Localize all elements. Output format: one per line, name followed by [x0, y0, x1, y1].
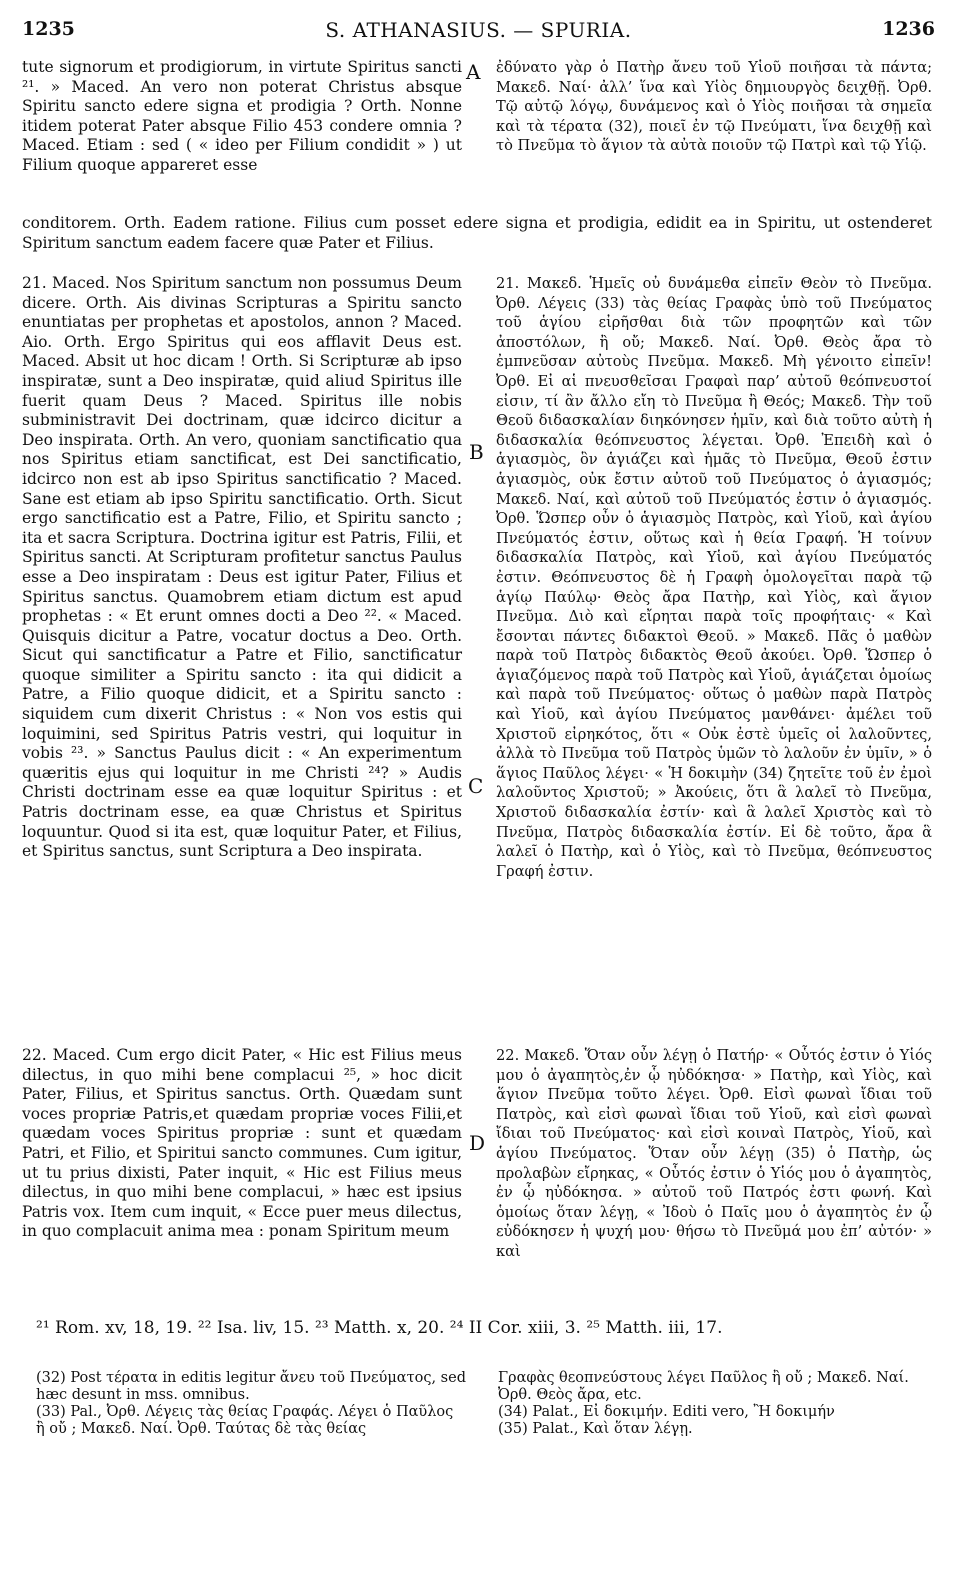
margin-letter-b: B	[469, 440, 484, 464]
scripture-references: ²¹ Rom. xv, 18, 19. ²² Isa. liv, 15. ²³ Matth. x, 20. ²⁴ II Cor. xiii, 3. ²⁵ Matth. iii, 17.	[36, 1318, 723, 1338]
latin-section-21: 21. Maced. Nos Spiritum sanctum non possumus Deum dicere. Orth. Ais divinas Scripturas a Spiritu sancto enuntiatas per prophetas et apostolos, annon ? Maced. Aio. Orth. Ergo Spiritus qui eos afflavit Deus est. Maced. Absit ut hoc dicam ! Orth. Si Scripturæ ab ipso inspiratæ, sunt a Deo inspiratæ, quid aliud Spiritus ille fuerit quam Deus ? Maced. Spiritus ille nobis subministravit Dei doctrinam, quæ idcirco dicitur a Deo inspirata. Orth. An vero, quoniam sanctificatio qua nos Spiritus etiam sanctificat, est Dei sanctificatio, idcirco non est ab ipso Spiritus sanctificatio ? Maced. Sane est etiam ab ipso Spiritu sanctificatio. Orth. Sicut ergo sanctificatio est a Patre, Filio, et Spiritu sancto ; ita et sacra Scriptura. Doctrina igitur est Patris, Filii, et Spiritus sancti. At Scripturam profitetur sanctus Paulus esse a Deo inspiratam : Deus est igitur Pater, Filius et Spiritus sanctus. Quamobrem etiam dictum est apud prophetas : « Et erunt omnes docti a Deo ²². « Maced. Quisquis dicitur a Patre, vocatur doctus a Deo. Orth. Sicut qui sanctificatur a Patre et Filio, sanctificatur quoque similiter a Spiritu sancto : ita qui didicit a Patre, a Filio quoque didicit, et a Spiritu sancto : siquidem cum dixerit Christus : « Non vos estis qui loquimini, sed Spiritus Patris vestri, qui loquitur in vobis ²³. » Sanctus Paulus dicit : « An experimentum quæritis ejus qui loquitur in me Christi ²⁴? » Audis Christi doctrinam esse ea quæ loquitur Spiritus : et Patris doctrinam esse, ea quæ Christus et Spiritus loquuntur. Quod si ita est, quæ loquitur Pater, et Filius, et Spiritus sanctus, sunt Scriptura a Deo inspirata.	[22, 274, 462, 861]
latin-section-22: 22. Maced. Cum ergo dicit Pater, « Hic est Filius meus dilectus, in quo mihi bene complacui ²⁵, » hoc dicit Pater, Filius, et Spiritus sanctus. Orth. Quædam sunt voces propriæ Patris,et quædam propriæ voces Filii,et quædam voces Spiritus propriæ : sunt et quædam Patri, et Filio, et Spiritui sancto communes. Cum igitur, ut tu prius dixisti, Pater inquit, « Hic est Filius meus dilectus, in quo mihi bene complacui, » hæc est ipsius Patris vox. Item cum inquit, « Ecce puer meus dilectus, in quo complacuit anima mea : ponam Spiritum meum	[22, 1046, 462, 1241]
greek-section-21: 21. Μακεδ. Ἡμεῖς οὐ δυνάμεθα εἰπεῖν Θεὸν τὸ Πνεῦμα. Ὀρθ. Λέγεις (33) τὰς θείας Γραφὰς ὑπὸ τοῦ Πνεύματος τοῦ ἁγίου εἰρῆσθαι διὰ τῶν προφητῶν καὶ τῶν ἀποστόλων, ἢ οὔ; Μακεδ. Ναί. Ὀρθ. Θεὸς ἄρα τὸ ἐμπνεῦσαν αὐτοὺς Πνεῦμα. Μακεδ. Μὴ γένοιτο εἰπεῖν! Ὀρθ. Εἰ αἱ πνευσθεῖσαι Γραφαὶ παρ’ αὐτοῦ θεόπνευστοί εἰσιν, τί ἂν ἄλλο εἴη τὸ Πνεῦμα ἢ Θεός; Μακεδ. Τὴν τοῦ Θεοῦ διδασκαλίαν διηκόνησεν ἡμῖν, καὶ διὰ τοῦτο αὐτὴ ἡ διδασκαλία θεόπνευστος λέγεται. Ὀρθ. Ἐπειδὴ καὶ ὁ ἁγιασμὸς, ὃν ἁγιάζει καὶ ἡμᾶς τὸ Πνεῦμα, Θεοῦ ἐστιν ἁγιασμὸς, οὐκ ἔστιν αὐτοῦ τοῦ Πνεύματος ὁ ἁγιασμός; Μακεδ. Ναί, καὶ αὐτοῦ τοῦ Πνεύματός ἐστιν ὁ ἁγιασμός. Ὀρθ. Ὥσπερ οὖν ὁ ἁγιασμὸς Πατρὸς, καὶ Υἱοῦ, καὶ ἁγίου Πνεύματός ἐστιν, οὕτως καὶ ἡ θεία Γραφή. Ἡ τοίνυν διδασκαλία Πατρὸς, καὶ Υἱοῦ, καὶ ἁγίου Πνεύματός ἐστιν. Θεόπνευστος δὲ ἡ Γραφὴ ὁμολογεῖται παρὰ τῷ ἁγίῳ Παύλῳ· Θεὸς ἄρα Πατὴρ, καὶ Υἱὸς, καὶ ἅγιον Πνεῦμα. Διὸ καὶ εἴρηται παρὰ τοῖς προφήταις· « Καὶ ἔσονται πάντες διδακτοὶ Θεοῦ. » Μακεδ. Πᾶς ὁ μαθὼν παρὰ τοῦ Πατρὸς διδακτὸς Θεοῦ ἀκούει. Ὀρθ. Ὥσπερ ὁ ἁγιαζόμενος παρὰ τοῦ Πατρὸς καὶ Υἱοῦ, ἁγιάζεται ὁμοίως καὶ παρὰ τοῦ Πνεύματος· οὕτως ὁ μαθὼν παρὰ Πατρὸς καὶ Υἱοῦ, καὶ ἁγίου Πνεύματος μανθάνει· ἀμέλει τοῦ Χριστοῦ εἰρηκότος, ὅτι « Οὐκ ἐστὲ ὑμεῖς οἱ λαλοῦντες, ἀλλὰ τὸ Πνεῦμα τοῦ Πατρὸς ὑμῶν τὸ λαλοῦν ἐν ὑμῖν, » ὁ ἅγιος Παῦλος λέγει· « Ἡ δοκιμὴν (34) ζητεῖτε τοῦ ἐν ἐμοὶ λαλοῦντος Χριστοῦ; » Ἀκούεις, ὅτι ἃ λαλεῖ τὸ Πνεῦμα, Χριστοῦ διδασκαλία ἐστίν· καὶ ἃ λαλεῖ Χριστὸς καὶ τὸ Πνεῦμα, Πατρὸς διδασκαλία ἐστίν. Εἰ δὲ τοῦτο, ἄρα ἃ λαλεῖ ὁ Πατὴρ, καὶ ὁ Υἱὸς, καὶ τὸ Πνεῦμα, θεόπνευστος Γραφή ἐστιν.	[496, 275, 932, 880]
footnotes-right	[498, 1370, 932, 1438]
greek-section-22: 22. Μακεδ. Ὅταν οὖν λέγῃ ὁ Πατήρ· « Οὗτός ἐστιν ὁ Υἱός μου ὁ ἀγαπητὸς,ἐν ᾧ ηὐδόκησα· » Πατὴρ, καὶ Υἱὸς, καὶ ἅγιον Πνεῦμα τοῦτο λέγει. Ὀρθ. Εἰσὶ φωναὶ ἴδιαι τοῦ Πατρὸς, καὶ εἰσὶ φωναὶ ἴδιαι τοῦ Υἱοῦ, καὶ εἰσὶ φωναὶ ἴδιαι τοῦ Πνεύματος· καὶ εἰσὶ κοιναὶ Πατρὸς, Υἱοῦ, καὶ ἁγίου Πνεύματος. Ὅταν οὖν λέγῃ (35) ὁ Πατὴρ, ὡς προλαβὼν εἴρηκας, « Οὗτός ἐστιν ὁ Υἱός μου ὁ ἀγαπητὸς, ἐν ᾧ ηὐδόκησα. » αὐτοῦ τοῦ Πατρός ἐστι φωνή. Καὶ ὁμοίως ὅταν λέγῃ, « Ἰδοὺ ὁ Παῖς μου ὁ ἀγαπητὸς ἐν ᾧ εὐδόκησεν ἡ ψυχή μου· θήσω τὸ Πνεῦμά μου ἐπ’ αὐτόν· » καὶ	[496, 1047, 932, 1260]
footnote-35: (35) Palat., Καὶ ὅταν λέγῃ.	[498, 1421, 693, 1437]
margin-letter-a: A	[466, 60, 481, 84]
page-header	[22, 18, 935, 48]
greek-column-block-1	[496, 58, 932, 156]
footnote-32: (32) Post τέρατα in editis legitur ἄνευ τοῦ Πνεύματος, sed hæc desunt in mss. omnibus.	[36, 1370, 466, 1403]
margin-letter-d: D	[469, 1131, 486, 1155]
margin-letter-c: C	[468, 774, 484, 798]
latin-column-block-1	[22, 58, 462, 176]
latin-column-block-3	[22, 1046, 462, 1242]
footnote-34: (34) Palat., Εἰ δοκιμήν. Editi vero, Ἢ δοκιμήν	[498, 1404, 835, 1420]
footnote-33: (33) Pal., Ὀρθ. Λέγεις τὰς θείας Γραφάς. Λέγει ὁ Παῦλος ἢ οὔ ; Μακεδ. Ναί. Ὀρθ. Ταύτας δὲ τὰς θείας	[36, 1404, 454, 1437]
greek-column-block-3	[496, 1046, 932, 1262]
latin-paragraph: tute signorum et prodigiorum, in virtute Spiritus sancti ²¹. » Maced. An vero non poterat Christus absque Spiritu sancto edere signa et prodigia ? Orth. Nonne itidem poterat Pater absque Filio 453 condere omnia ? Maced. Etiam : sed ( « ideo per Filium condidit » ) ut Filium quoque appareret esse	[22, 58, 462, 174]
latin-column-block-2	[22, 274, 462, 862]
latin-full-width-line: conditorem. Orth. Eadem ratione. Filius cum posset edere signa et prodigia, edidit ea in Spiritu, ut ostenderet Spiritum sanctum eadem facere quæ Pater et Filius.	[22, 214, 932, 252]
footnotes-left	[36, 1370, 466, 1438]
left-column-number: 1235	[22, 18, 75, 40]
footnote-33-continued: Γραφὰς θεοπνεύστους λέγει Παῦλος ἢ οὔ ; Μακεδ. Ναί. Ὀρθ. Θεὸς ἄρα, etc.	[498, 1370, 909, 1403]
greek-paragraph: ἐδύνατο γὰρ ὁ Πατὴρ ἄνευ τοῦ Υἱοῦ ποιῆσαι τὰ πάντα; Μακεδ. Ναί· ἀλλ’ ἵνα καὶ Υἱὸς δημιουργὸς δειχθῇ. Ὀρθ. Τῷ αὐτῷ λόγῳ, δυνάμενος καὶ ὁ Υἱὸς ποιῆσαι τὰ σημεῖα καὶ τὰ τέρατα (32), ποιεῖ ἐν τῷ Πνεύματι, ἵνα δειχθῇ καὶ τὸ Πνεῦμα τὸ ἅγιον τὰ αὐτὰ ποιοῦν τῷ Πατρὶ καὶ τῷ Υἱῷ.	[496, 59, 932, 155]
greek-column-block-2	[496, 274, 932, 881]
right-column-number: 1236	[882, 18, 935, 40]
running-title: S. ATHANASIUS. — SPURIA.	[325, 18, 632, 42]
